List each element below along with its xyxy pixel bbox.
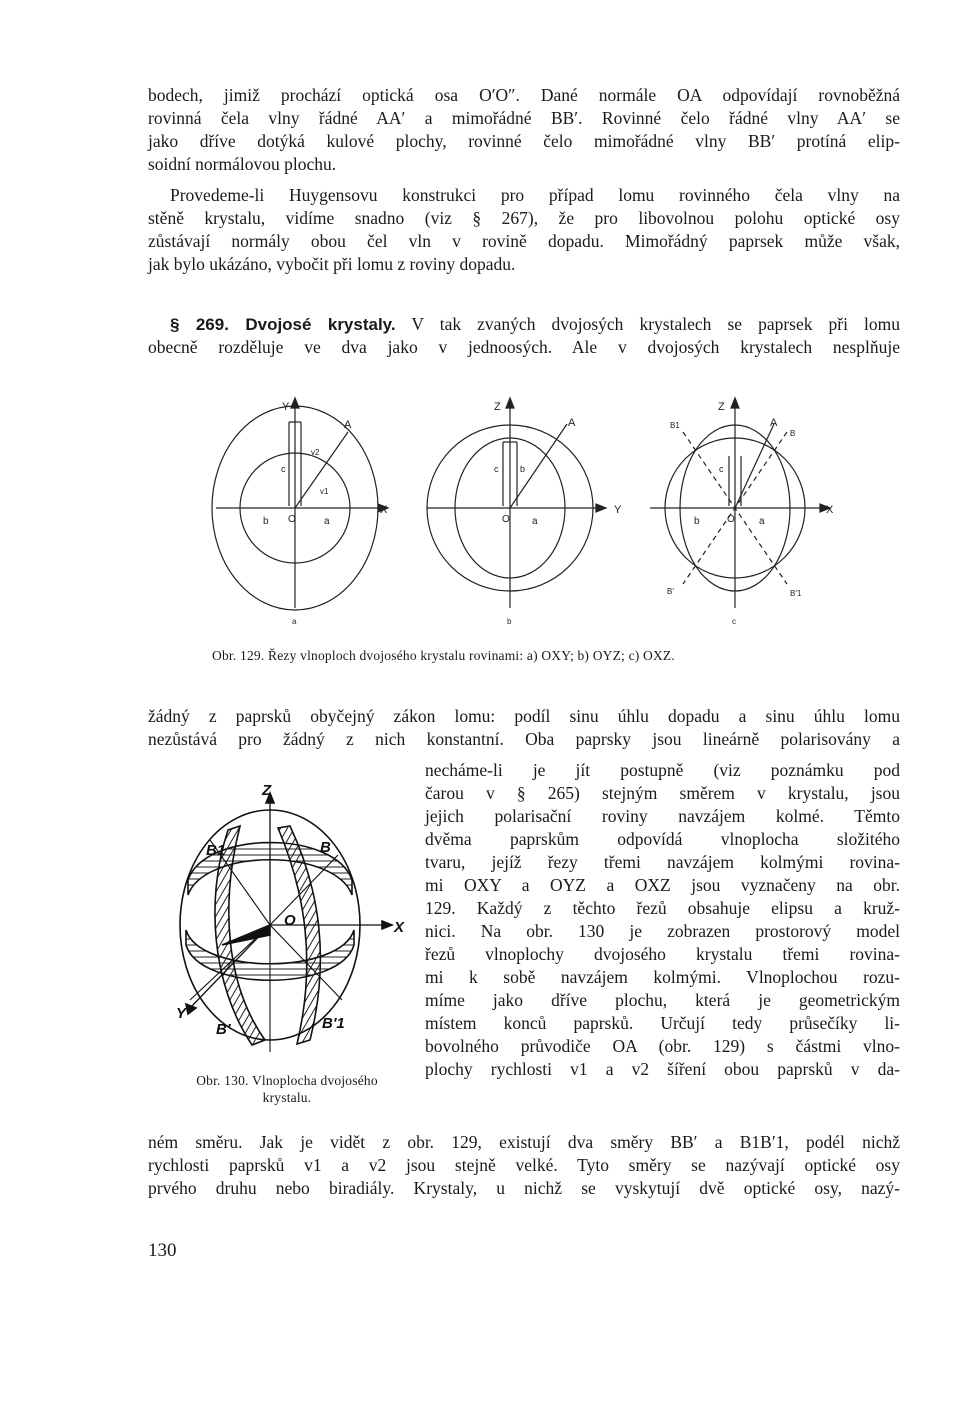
sublabel-b: b <box>507 617 512 626</box>
label-ray-a: A <box>344 419 352 431</box>
label-y: Y <box>176 1005 187 1022</box>
text-line: bodech, jimiž prochází optická osa O′O″. Dané normále OA odpovídají rovnoběžná <box>148 85 900 105</box>
label-origin: O <box>502 514 510 525</box>
text-line: Provedeme-li Huygensovu konstrukci pro případ lomu rovinného čela vlny na <box>170 185 900 205</box>
text-line: míme jako dříve plochu, která je geometrickým <box>425 990 900 1010</box>
section-heading: § 269. Dvojosé krystaly. <box>170 315 396 334</box>
label-b: B <box>320 839 331 856</box>
text-line: jak bylo ukázáno, vybočit při lomu z roviny dopadu. <box>148 254 516 274</box>
label-x-axis: X <box>380 504 388 516</box>
figure-130-caption-line2: krystalu. <box>262 1090 312 1105</box>
text-line: žádný z paprsků obyčejný zákon lomu: podíl sinu úhlu dopadu a sinu úhlu lomu <box>148 706 900 726</box>
label-a: a <box>532 516 538 527</box>
label-z-axis: Z <box>494 401 501 413</box>
paragraph-huygens <box>148 184 900 276</box>
text-line: necháme-li je jít postupně (viz poznámku pod <box>425 760 900 780</box>
section-first-line <box>148 313 900 336</box>
figure-129-caption: Obr. 129. Řezy vlnoploch dvojosého krystalu rovinami: a) OXY; b) OYZ; c) OXZ. <box>212 648 675 663</box>
label-b: B <box>790 429 796 438</box>
label-b1-prime: B′1 <box>322 1015 345 1032</box>
text-line: prvého druhu nebo biradiály. Krystaly, u nichž se vyskytují dvě optické osy, nazý- <box>148 1178 900 1198</box>
label-v2: v2 <box>311 448 320 457</box>
label-x-axis: X <box>826 504 834 516</box>
paragraph-right-column <box>425 759 900 1081</box>
label-z: Z <box>262 782 272 799</box>
label-b1: B1 <box>206 842 226 859</box>
figure-130 <box>150 770 420 1070</box>
figure-129 <box>0 392 974 662</box>
label-b-prime: B′ <box>667 587 674 596</box>
text-line: tvaru, jejíž řezy třemi navzájem kolmými rovina- <box>425 852 900 872</box>
label-x: X <box>394 919 405 936</box>
text-line: místem konců paprsků. Určují tedy průsečíky li- <box>425 1013 900 1033</box>
paragraph-after-figure <box>148 705 900 751</box>
text-line: zůstávají normály obou čel vln v rovině dopadu. Mimořádný paprsek může však, <box>148 231 900 251</box>
figure-130-caption-line1: Obr. 130. Vlnoplocha dvojosého <box>196 1073 378 1088</box>
label-c: c <box>281 464 286 474</box>
paragraph-bottom <box>148 1131 900 1200</box>
label-b-small: b <box>694 516 700 527</box>
text-line: mi k sobě navzájem kolmými. Vlnoplochou rozu- <box>425 967 900 987</box>
text-line: mi OXY a OYZ a OXZ jsou vyznačeny na obr. <box>425 875 900 895</box>
text-line: ném směru. Jak je vidět z obr. 129, existují dva směry BB′ a B1B′1, podél nichž <box>148 1132 900 1152</box>
label-y-axis: Y <box>614 504 622 516</box>
label-o: O <box>284 912 296 929</box>
text-line: dvěma paprskům odpovídá vlnoplocha složitého <box>425 829 900 849</box>
paragraph-top <box>148 84 900 176</box>
sublabel-a: a <box>292 617 297 626</box>
text-line: plochy rychlosti v1 a v2 šíření obou paprsků v da- <box>425 1059 900 1079</box>
text-line: nezůstává pro žádný z nich konstantní. Oba paprsky jsou lineárně polarisovány a <box>148 729 900 749</box>
label-c: c <box>494 464 499 474</box>
text-line: řezů vlnoplochy dvojosého krystalu třemi rovina- <box>425 944 900 964</box>
text-line: soidní normálovou plochu. <box>148 154 337 174</box>
text-line: jako dříve dotýká kulové plochy, rovinné čelo mimořádné vlny BB′ protíná elip- <box>148 131 900 151</box>
label-b1-prime: B′1 <box>790 589 802 598</box>
label-origin: O <box>727 514 735 525</box>
label-b1: B1 <box>670 421 680 430</box>
text-line: rychlosti paprsků v1 a v2 jsou stejně velké. Tyto směry se nazývají optické osy <box>148 1155 900 1175</box>
label-v1: v1 <box>320 487 329 496</box>
label-a: a <box>759 516 765 527</box>
text-line: jejich polarisační roviny navzájem kolmé. Těmto <box>425 806 900 826</box>
label-origin: O <box>288 514 296 525</box>
text-line: obecně rozděluje ve dva jako v jednoosých. Ale v dvojosých krystalech nesplňuje <box>148 337 900 357</box>
label-b: b <box>520 464 526 474</box>
page-number: 130 <box>148 1240 177 1261</box>
text-line: nici. Na obr. 130 je zobrazen prostorový model <box>425 921 900 941</box>
text-line: 129. Každý z těchto řezů obsahuje elipsu a kruž- <box>425 898 900 918</box>
label-b-prime: B′ <box>216 1021 231 1038</box>
section-intro-text: V tak zvaných dvojosých krystalech se paprsek při lomu <box>411 314 901 334</box>
text-line: rovinná čela vlny řádné AA′ a mimořádné BB′. Rovinné čelo řádné vlny AA′ se <box>148 108 900 128</box>
text-line: čarou v § 265) stejným směrem v krystalu, jsou <box>425 783 900 803</box>
label-b: b <box>263 516 269 527</box>
label-z-axis: Z <box>718 401 725 413</box>
figure-129b <box>427 398 606 608</box>
label-ray-a: A <box>568 417 576 429</box>
sublabel-c: c <box>732 617 736 626</box>
text-line: bovolného průvodiče OA (obr. 129) s částmi vlno- <box>425 1036 900 1056</box>
label-c: c <box>719 464 724 474</box>
section-269 <box>148 313 900 359</box>
figure-130-caption <box>162 1072 412 1106</box>
text-line: stěně krystalu, vidíme snadno (viz § 267), že pro libovolnou polohu optické osy <box>148 208 900 228</box>
label-a: a <box>324 516 330 527</box>
label-ray-a: A <box>770 417 778 429</box>
label-y-axis: Y <box>282 401 290 413</box>
figure-129a <box>212 398 388 610</box>
